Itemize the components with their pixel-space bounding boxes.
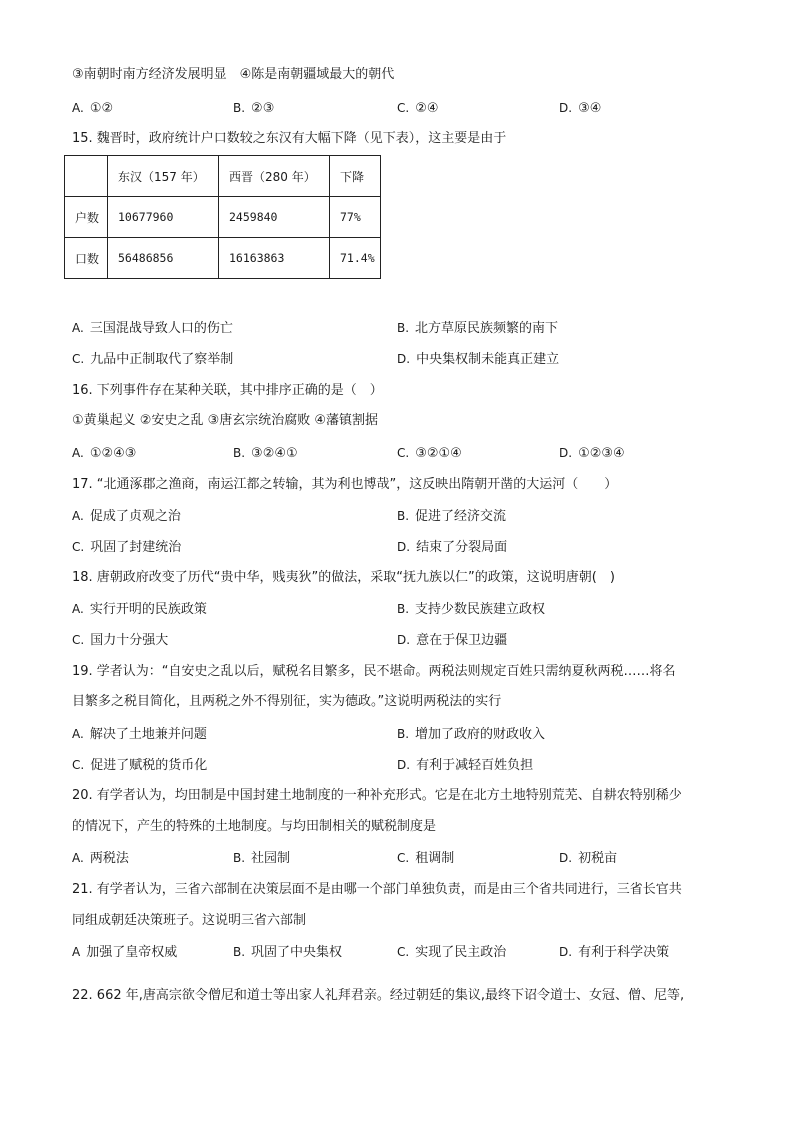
q21-stem-line-1: 21. 有学者认为，三省六部制在决策层面不是由哪一个部门单独负责，而是由三个省共同进行，三省长官共 bbox=[72, 882, 682, 897]
q18-option-a: A. 实行开明的民族政策 bbox=[72, 602, 207, 617]
table-cell: 71.4% bbox=[330, 238, 381, 279]
q18-option-d: D. 意在于保卫边疆 bbox=[397, 633, 508, 648]
q15-stem: 15. 魏晋时，政府统计户口数较之东汉有大幅下降（见下表），这主要是由于 bbox=[72, 131, 507, 146]
q17-option-b: B. 促进了经济交流 bbox=[397, 509, 507, 524]
q20-stem-line-2: 的情况下，产生的特殊的土地制度。与均田制相关的赋税制度是 bbox=[72, 819, 437, 834]
table-header: 西晋（280 年） bbox=[219, 156, 330, 197]
q14-option-d: D. ③④ bbox=[559, 101, 602, 116]
table-cell: 2459840 bbox=[219, 197, 330, 238]
q19-option-c: C. 促进了赋税的货币化 bbox=[72, 758, 208, 773]
q14-statements: ③南朝时南方经济发展明显 ④陈是南朝疆域最大的朝代 bbox=[72, 67, 395, 82]
table-cell: 10677960 bbox=[108, 197, 219, 238]
q21-option-d: D. 有利于科学决策 bbox=[559, 945, 670, 960]
q22-stem-line-1: 22. 662 年,唐高宗欲令僧尼和道士等出家人礼拜君亲。经过朝廷的集议,最终下诏令道士、女冠、僧、尼等, bbox=[72, 988, 685, 1003]
q21-option-b: B. 巩固了中央集权 bbox=[233, 945, 343, 960]
q17-option-d: D. 结束了分裂局面 bbox=[397, 540, 508, 555]
table-header-row bbox=[65, 156, 381, 197]
table-row bbox=[65, 238, 381, 279]
q16-option-c: C. ③②①④ bbox=[397, 446, 462, 461]
q18-stem: 18. 唐朝政府改变了历代“贵中华，贱夷狄”的做法，采取“抚九族以仁”的政策，这说明唐朝( ) bbox=[72, 570, 615, 585]
table-row bbox=[65, 197, 381, 238]
q18-option-b: B. 支持少数民族建立政权 bbox=[397, 602, 546, 617]
row-label: 口数 bbox=[65, 238, 108, 279]
q20-option-c: C. 租调制 bbox=[397, 851, 455, 866]
table-cell: 77% bbox=[330, 197, 381, 238]
q19-stem-line-2: 目繁多之税目简化，且两税之外不得别征，实为德政。”这说明两税法的实行 bbox=[72, 694, 502, 709]
q20-option-d: D. 初税亩 bbox=[559, 851, 618, 866]
q20-stem-line-1: 20. 有学者认为，均田制是中国封建土地制度的一种补充形式。它是在北方土地特别荒芜、自耕农特别稀少 bbox=[72, 788, 682, 803]
q19-option-a: A. 解决了土地兼并问题 bbox=[72, 727, 207, 742]
q20-option-a: A. 两税法 bbox=[72, 851, 129, 866]
q15-option-a: A. 三国混战导致人口的伤亡 bbox=[72, 321, 233, 336]
q19-option-b: B. 增加了政府的财政收入 bbox=[397, 727, 546, 742]
q15-option-b: B. 北方草原民族频繁的南下 bbox=[397, 321, 559, 336]
q15-option-d: D. 中央集权制未能真正建立 bbox=[397, 352, 560, 367]
q16-option-d: D. ①②③④ bbox=[559, 446, 625, 461]
q14-option-c: C. ②④ bbox=[397, 101, 439, 116]
q21-option-c: C. 实现了民主政治 bbox=[397, 945, 507, 960]
q17-option-c: C. 巩固了封建统治 bbox=[72, 540, 182, 555]
q21-option-a: A 加强了皇帝权威 bbox=[72, 945, 178, 960]
q19-option-d: D. 有利于减轻百姓负担 bbox=[397, 758, 534, 773]
table-cell: 16163863 bbox=[219, 238, 330, 279]
row-label: 户数 bbox=[65, 197, 108, 238]
q17-stem: 17. “北通涿郡之渔商，南运江都之转输，其为利也博哉”，这反映出隋朝开凿的大运河（ ） bbox=[72, 477, 618, 492]
q16-option-a: A. ①②④③ bbox=[72, 446, 137, 461]
q18-option-c: C. 国力十分强大 bbox=[72, 633, 169, 648]
population-table bbox=[64, 155, 381, 279]
table-header: 东汉（157 年） bbox=[108, 156, 219, 197]
q15-option-c: C. 九品中正制取代了察举制 bbox=[72, 352, 234, 367]
table-cell bbox=[65, 156, 108, 197]
q21-stem-line-2: 同组成朝廷决策班子。这说明三省六部制 bbox=[72, 913, 307, 928]
q14-option-b: B. ②③ bbox=[233, 101, 275, 116]
q16-items: ①黄巢起义 ②安史之乱 ③唐玄宗统治腐败 ④藩镇割据 bbox=[72, 413, 379, 428]
q14-option-a: A. ①② bbox=[72, 101, 114, 116]
q17-option-a: A. 促成了贞观之治 bbox=[72, 509, 181, 524]
q16-option-b: B. ③②④① bbox=[233, 446, 298, 461]
table-cell: 56486856 bbox=[108, 238, 219, 279]
q19-stem-line-1: 19. 学者认为：“自安史之乱以后，赋税名目繁多，民不堪命。两税法则规定百姓只需纳夏秋两税……将名 bbox=[72, 664, 676, 679]
q20-option-b: B. 社园制 bbox=[233, 851, 291, 866]
q16-stem: 16. 下列事件存在某种关联，其中排序正确的是（ ） bbox=[72, 383, 383, 398]
table-header: 下降 bbox=[330, 156, 381, 197]
